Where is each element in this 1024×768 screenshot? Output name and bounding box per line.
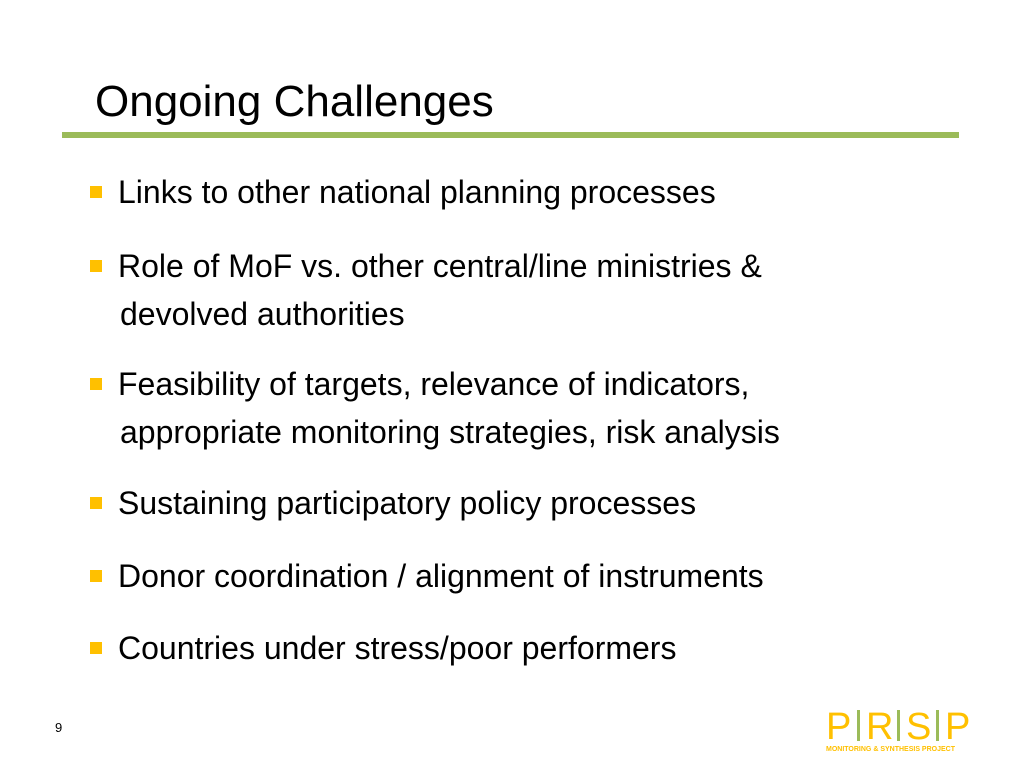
slide-title: Ongoing Challenges — [95, 77, 494, 126]
square-bullet-icon — [90, 186, 102, 198]
square-bullet-icon — [90, 260, 102, 272]
bullet-text: Sustaining participatory policy processes — [118, 485, 697, 521]
logo-bar — [857, 710, 860, 741]
logo-letter-s: S — [906, 706, 932, 748]
logo-bar — [897, 710, 900, 741]
bullet-text-continuation: appropriate monitoring strategies, risk analysis — [120, 414, 780, 450]
title-divider — [62, 132, 959, 138]
square-bullet-icon — [90, 497, 102, 509]
logo-bar — [936, 710, 939, 741]
logo-letter-p: P — [826, 706, 852, 748]
bullet-text: Role of MoF vs. other central/line ministries & — [118, 248, 762, 284]
page-number: 9 — [55, 720, 63, 735]
logo-letter-r: R — [866, 706, 894, 748]
logo-letter-p: P — [945, 706, 971, 748]
logo-tagline: MONITORING & SYNTHESIS PROJECT — [826, 746, 955, 753]
square-bullet-icon — [90, 570, 102, 582]
bullet-text: Feasibility of targets, relevance of indicators, — [118, 366, 750, 402]
bullet-text: Donor coordination / alignment of instruments — [118, 558, 764, 594]
square-bullet-icon — [90, 642, 102, 654]
prsp-logo — [826, 703, 1008, 755]
square-bullet-icon — [90, 378, 102, 390]
bullet-text: Countries under stress/poor performers — [118, 630, 677, 666]
bullet-text-continuation: devolved authorities — [120, 296, 405, 332]
bullet-text: Links to other national planning processes — [118, 174, 716, 210]
